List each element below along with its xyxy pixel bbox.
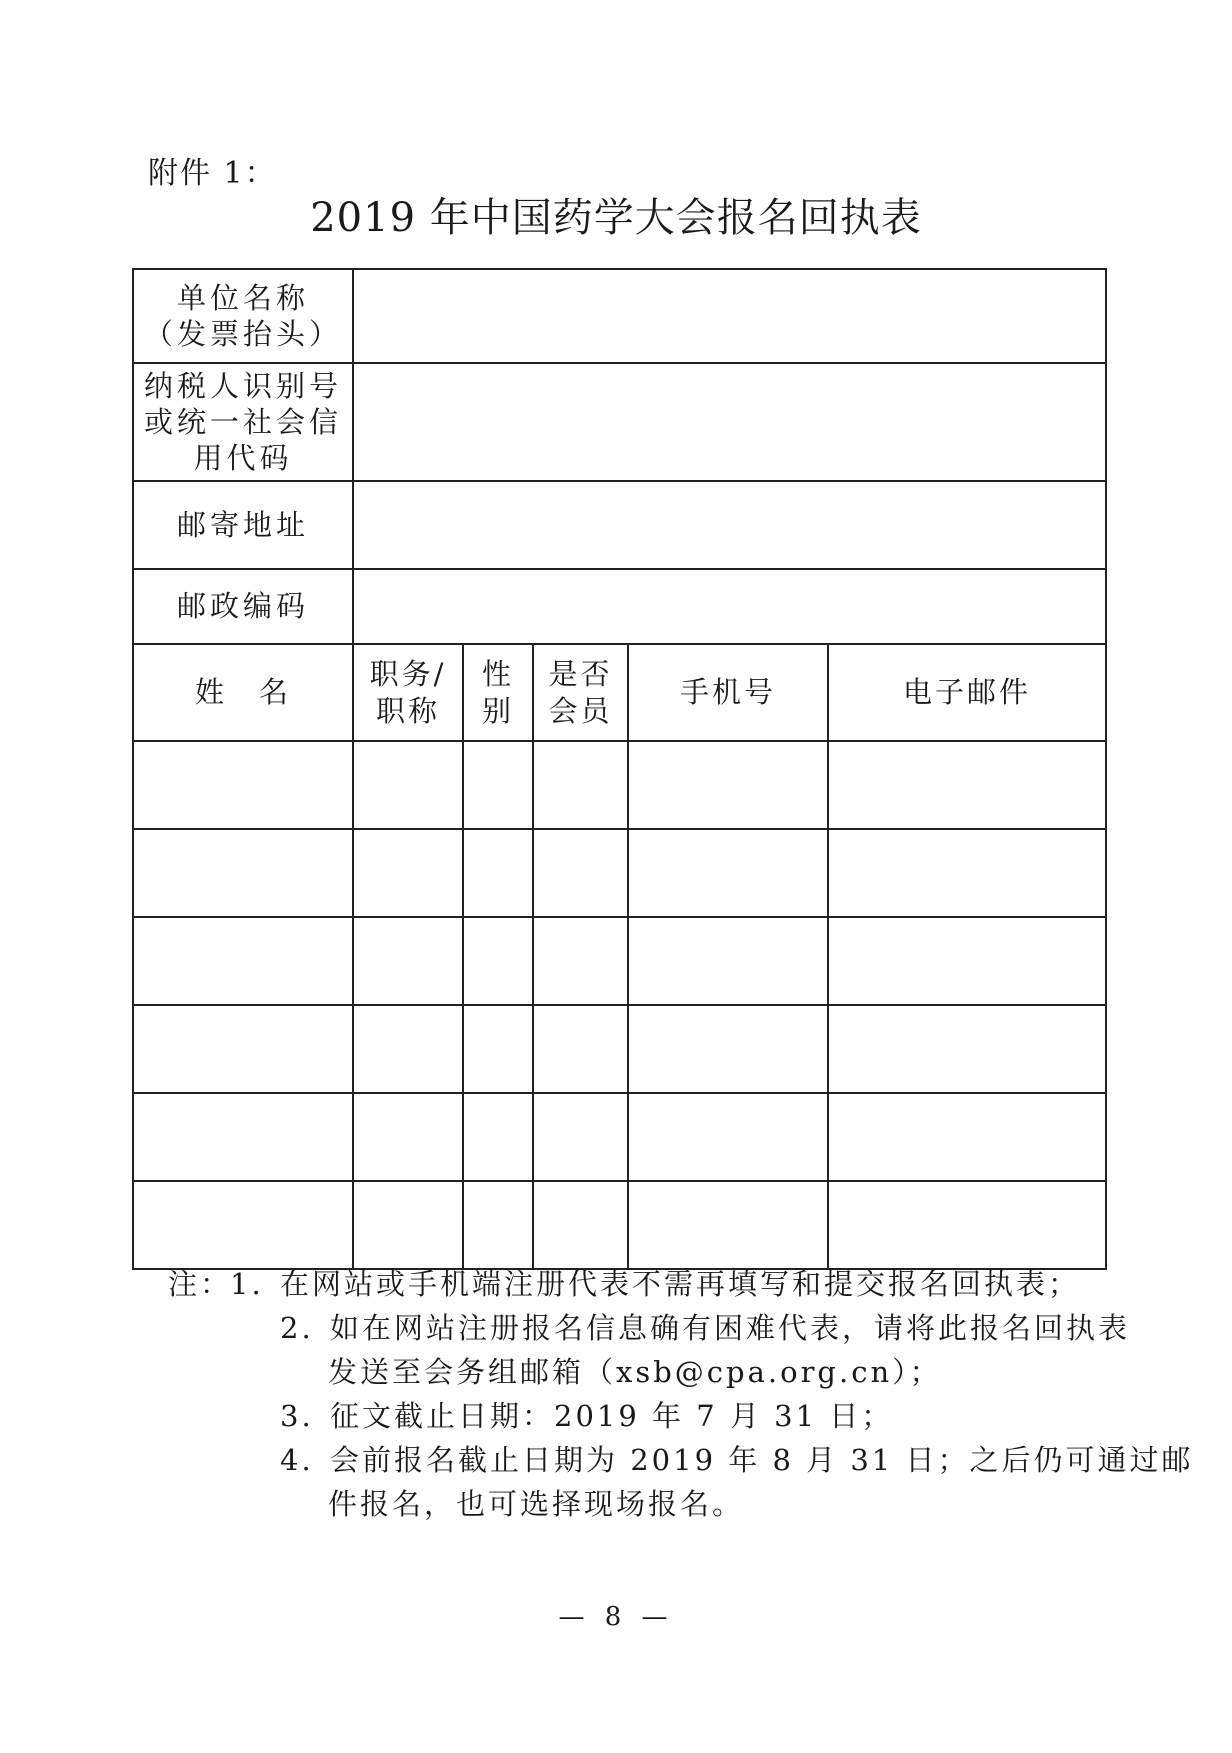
cell-phone[interactable] <box>628 1181 828 1269</box>
cell-title[interactable] <box>353 1093 463 1181</box>
field-tax-id[interactable] <box>353 363 1106 481</box>
note-item-3: 3. 征文截止日期：2019 年 7 月 31 日； <box>280 1399 894 1433</box>
col-header-name: 姓 名 <box>133 644 353 741</box>
col-header-gender: 性 别 <box>463 644 533 741</box>
cell-member[interactable] <box>533 917 628 1005</box>
attendee-row <box>133 917 1106 1005</box>
attendee-header-row <box>133 644 1106 741</box>
label-postal-code: 邮政编码 <box>133 569 353 644</box>
cell-email[interactable] <box>828 917 1106 1005</box>
cell-email[interactable] <box>828 1181 1106 1269</box>
note-item-2-continued: 发送至会务组邮箱（xsb@cpa.org.cn）； <box>328 1355 942 1389</box>
cell-name[interactable] <box>133 1181 353 1269</box>
cell-name[interactable] <box>133 741 353 829</box>
col-header-title: 职务/ 职称 <box>353 644 463 741</box>
cell-email[interactable] <box>828 829 1106 917</box>
cell-phone[interactable] <box>628 917 828 1005</box>
cell-gender[interactable] <box>463 829 533 917</box>
row-unit-name <box>133 269 1106 363</box>
page-number: — 8 — <box>558 1602 674 1632</box>
registration-form-table <box>132 268 1107 1270</box>
cell-email[interactable] <box>828 741 1106 829</box>
cell-gender[interactable] <box>463 1005 533 1093</box>
field-postal-code[interactable] <box>353 569 1106 644</box>
form-title: 2019 年中国药学大会报名回执表 <box>310 195 922 241</box>
cell-member[interactable] <box>533 741 628 829</box>
cell-name[interactable] <box>133 829 353 917</box>
cell-gender[interactable] <box>463 1181 533 1269</box>
label-unit-name: 单位名称 （发票抬头） <box>133 269 353 363</box>
cell-phone[interactable] <box>628 1005 828 1093</box>
cell-member[interactable] <box>533 1005 628 1093</box>
cell-title[interactable] <box>353 741 463 829</box>
cell-gender[interactable] <box>463 1093 533 1181</box>
row-postal-code <box>133 569 1106 644</box>
cell-name[interactable] <box>133 917 353 1005</box>
cell-member[interactable] <box>533 829 628 917</box>
attendee-row <box>133 829 1106 917</box>
attendee-row <box>133 741 1106 829</box>
notes-section <box>168 1262 1194 1526</box>
cell-title[interactable] <box>353 829 463 917</box>
field-mailing-address[interactable] <box>353 481 1106 569</box>
cell-member[interactable] <box>533 1181 628 1269</box>
cell-title[interactable] <box>353 917 463 1005</box>
col-header-phone: 手机号 <box>628 644 828 741</box>
attendee-row <box>133 1181 1106 1269</box>
label-mailing-address: 邮寄地址 <box>133 481 353 569</box>
cell-name[interactable] <box>133 1005 353 1093</box>
label-tax-id: 纳税人识别号 或统一社会信 用代码 <box>133 363 353 481</box>
cell-phone[interactable] <box>628 741 828 829</box>
note-item-2: 2. 如在网站注册报名信息确有困难代表，请将此报名回执表 <box>280 1311 1131 1345</box>
note-item-4-continued: 件报名，也可选择现场报名。 <box>328 1487 745 1521</box>
attachment-label: 附件 1： <box>148 156 277 191</box>
cell-email[interactable] <box>828 1005 1106 1093</box>
notes-prefix: 注： <box>168 1267 233 1301</box>
cell-member[interactable] <box>533 1093 628 1181</box>
attendee-row <box>133 1005 1106 1093</box>
cell-name[interactable] <box>133 1093 353 1181</box>
cell-email[interactable] <box>828 1093 1106 1181</box>
row-mailing-address <box>133 481 1106 569</box>
cell-phone[interactable] <box>628 1093 828 1181</box>
cell-gender[interactable] <box>463 741 533 829</box>
cell-title[interactable] <box>353 1005 463 1093</box>
note-item-1: 注：1. 在网站或手机端注册代表不需再填写和提交报名回执表； <box>168 1262 1108 1306</box>
cell-gender[interactable] <box>463 917 533 1005</box>
row-tax-id <box>133 363 1106 481</box>
cell-phone[interactable] <box>628 829 828 917</box>
field-unit-name[interactable] <box>353 269 1106 363</box>
cell-title[interactable] <box>353 1181 463 1269</box>
attendee-row <box>133 1093 1106 1181</box>
col-header-email: 电子邮件 <box>828 644 1106 741</box>
note-item-4: 4. 会前报名截止日期为 2019 年 8 月 31 日；之后仍可通过邮 <box>280 1443 1194 1477</box>
col-header-member: 是否 会员 <box>533 644 628 741</box>
